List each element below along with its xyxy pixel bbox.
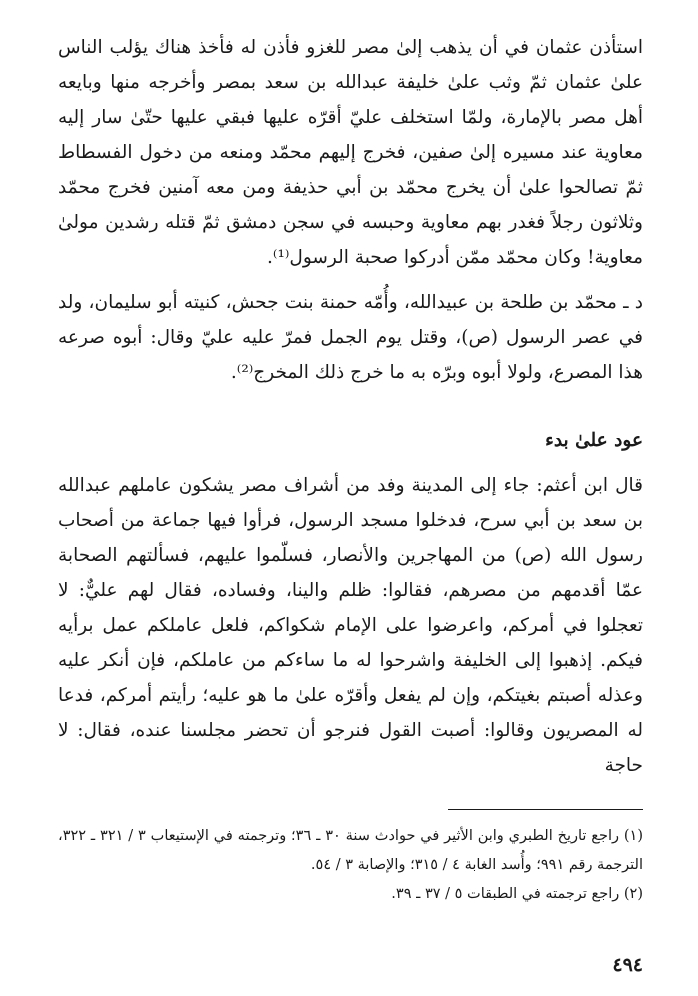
book-page [58,30,643,976]
footnote-divider [448,809,643,810]
body-paragraph-2: د ـ محمّد بن طلحة بن عبيدالله، وأُمّه حمنة بنت جحش، كنيته أبو سليمان، ولد في عصر الرسول (ص)، وقتل يوم الجمل فمرّ عليه عليّ وقال: أبوه صرعه هذا المصرع، ولولا أبوه وبرّه به ما خرج ذلك المخرج⁽²⁾. [58,292,643,383]
body-paragraph-3: قال ابن أعثم: جاء إلى المدينة وفد من أشراف مصر يشكون عاملهم عبدالله بن سعد بن أبي سرح، فدخلوا مسجد الرسول، فرأوا فيها جماعة من أصحاب رسول الله (ص) من المهاجرين والأنصار، فسلّموا عليهم، فسألتهم الصحابة عمّا أقدمهم من مصرهم، فقالوا: ظلم والينا، وفساده، فقال لهم عليٌّ: لا تعجلوا في أمركم، واعرضوا على الإمام شكواكم، فلعل عاملكم عمل برأيه فيكم. إذهبوا إلى الخليفة واشرحوا له ما ساءكم من عاملكم، فإن أنكر عليه وعذله أصبتم بغيتكم، وإن لم يفعل وأقرّه علىٰ ما هو عليه؛ رأيتم أمركم، فدعا له المصريون وقالوا: أصبت القول فنرجو أن تحضر مجلسنا عنده، فقال: لا حاجة [58,475,643,776]
page-number: ٤٩٤ [612,954,643,976]
footnote-1: (١) راجع تاريخ الطبري وابن الأثير في حوادث سنة ٣٠ ـ ٣٦؛ وترجمته في الإستيعاب ٣ / ٣٢١ ـ ٣٢٢، الترجمة رقم ٩٩١؛ وأُسد الغابة ٤ / ٣١٥؛ والإصابة ٣ / ٥٤. [58,828,643,873]
body-paragraph-1: استأذن عثمان في أن يذهب إلىٰ مصر للغزو فأذن له فأخذ هناك يؤلب الناس علىٰ عثمان ثمّ وثب علىٰ خليفة عبدالله بن سعد بمصر وأخرجه منها وبايعه أهل مصر بالإمارة، ولمّا استخلف عليّ أقرّه عليها فبقي عليها حتّىٰ سار إليه معاوية عند مسيره إلىٰ صفين، فخرج إليهم محمّد ومنعه من دخول الفسطاط ثمّ تصالحوا علىٰ أن يخرج محمّد بن أبي حذيفة ومن معه آمنين فخرج محمّد وثلاثون رجلاً فغدر بهم معاوية وحبسه في سجن دمشق ثمّ قتله رشدين مولىٰ معاوية! وكان محمّد ممّن أدركوا صحبة الرسول⁽¹⁾. [58,37,643,268]
footnote-2: (٢) راجع ترجمته في الطبقات ٥ / ٣٧ ـ ٣٩. [391,886,643,902]
section-heading: عود علىٰ بدء [545,430,643,451]
